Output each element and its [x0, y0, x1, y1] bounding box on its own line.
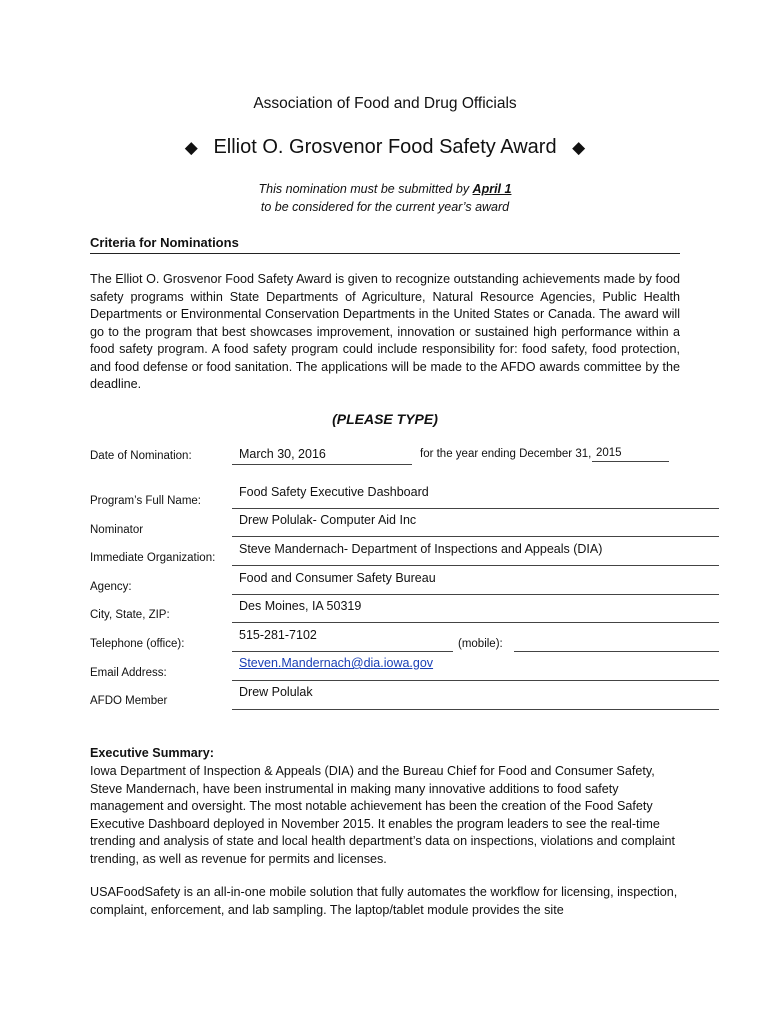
diamond-right-icon: ◆	[572, 138, 586, 157]
executive-summary-paragraph-1: Iowa Department of Inspection & Appeals (DIA) and the Bureau Chief for Food and Consumer Safety, Steve Mandernach, have been instrumental in making many innovative additions to food safety management and oversight. The most notable achievement has been the creation of the Food Safety Executive Dashboard deployed in November 2015. It enables the program leaders to see the real-time trending and analysis of state and local health department’s data on inspections, violations and complaint trending, as well as revenue for permits and licenses.	[90, 764, 676, 866]
email-address-line	[232, 680, 719, 681]
telephone-office-line	[232, 651, 453, 652]
afdo-member-value[interactable]: Drew Polulak	[239, 685, 313, 699]
submission-deadline: April 1	[472, 182, 512, 196]
mobile-line	[514, 651, 719, 652]
immediate-organization-value[interactable]: Steve Mandernach- Department of Inspections and Appeals (DIA)	[239, 542, 603, 556]
email-address-value[interactable]: Steven.Mandernach@dia.iowa.gov	[239, 656, 434, 670]
date-of-nomination-line	[232, 464, 412, 465]
immediate-organization-line	[232, 565, 719, 566]
year-ending-line	[592, 461, 669, 462]
agency-value[interactable]: Food and Consumer Safety Bureau	[239, 571, 436, 585]
executive-summary-heading: Executive Summary:	[90, 746, 214, 760]
afdo-member-line	[232, 709, 719, 710]
program-name-label: Program’s Full Name:	[90, 495, 201, 507]
nominator-label: Nominator	[90, 524, 144, 536]
city-state-zip-value[interactable]: Des Moines, IA 50319	[239, 599, 362, 613]
diamond-left-icon: ◆	[184, 138, 198, 157]
agency-line	[232, 594, 719, 595]
organization-name: Association of Food and Drug Officials	[253, 95, 517, 112]
nominator-value[interactable]: Drew Polulak- Computer Aid Inc	[239, 513, 417, 527]
award-title	[0, 136, 770, 159]
year-ending-label: for the year ending December 31,	[420, 448, 592, 460]
submission-note-line2: to be considered for the current year’s award	[260, 200, 510, 214]
date-of-nomination-label: Date of Nomination:	[90, 450, 192, 462]
submission-note	[0, 180, 770, 216]
email-address-label: Email Address:	[90, 667, 167, 679]
immediate-organization-label: Immediate Organization:	[90, 552, 216, 564]
city-state-zip-label: City, State, ZIP:	[90, 609, 170, 621]
program-name-value[interactable]: Food Safety Executive Dashboard	[239, 485, 429, 499]
agency-label: Agency:	[90, 581, 132, 593]
telephone-office-label: Telephone (office):	[90, 638, 185, 650]
please-type-label: (PLEASE TYPE)	[332, 411, 438, 427]
program-name-line	[232, 508, 719, 509]
mobile-label: (mobile):	[458, 638, 503, 650]
date-of-nomination-value[interactable]: March 30, 2016	[239, 447, 326, 461]
submission-note-prefix: This nomination must be submitted by	[258, 182, 473, 196]
afdo-member-label: AFDO Member	[90, 695, 168, 707]
city-state-zip-line	[232, 622, 719, 623]
award-title-text: Elliot O. Grosvenor Food Safety Award	[213, 136, 557, 158]
nominator-line	[232, 536, 719, 537]
year-ending-value[interactable]: 2015	[596, 447, 622, 459]
telephone-office-value[interactable]: 515-281-7102	[239, 628, 317, 642]
criteria-heading: Criteria for Nominations	[90, 235, 680, 254]
criteria-text: The Elliot O. Grosvenor Food Safety Award is given to recognize outstanding achievements made by food safety programs within State Departments of Agriculture, Natural Resource Agencies, Public Health Departments or Environmental Conservation Departments in the United States or Canada. The award will go to the program that best showcases improvement, innovation or sustained high performance within a food safety program. A food safety program could include responsibility for: food safety, food protection, and food defense or food sanitation. The applications will be made to the AFDO awards committee by the deadline.	[90, 272, 680, 391]
executive-summary-paragraph-2: USAFoodSafety is an all-in-one mobile solution that fully automates the workflow for licensing, inspection, complaint, enforcement, and lab sampling. The laptop/tablet module provides the site	[90, 885, 678, 917]
